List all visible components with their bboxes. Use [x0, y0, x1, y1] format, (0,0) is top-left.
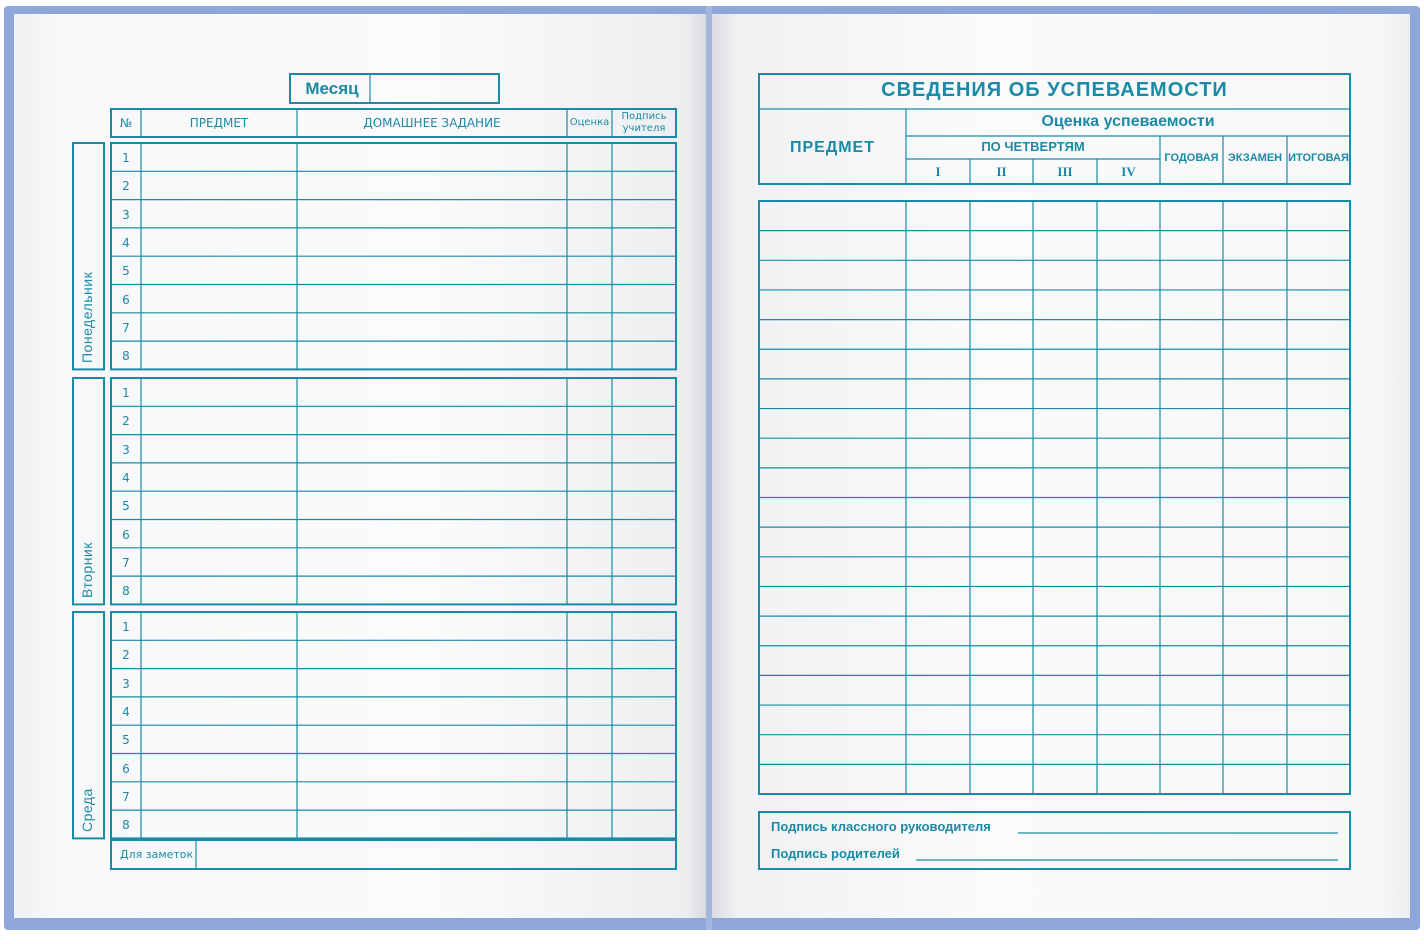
row-number: 7 — [122, 789, 130, 804]
col-signature-header-line2: учителя — [622, 123, 666, 134]
row-number: 8 — [122, 349, 130, 364]
row-number: 6 — [122, 527, 130, 542]
notes-label: Для заметок — [120, 848, 194, 861]
row-number: 1 — [122, 620, 130, 634]
annual-header: ГОДОВАЯ — [1164, 152, 1219, 164]
row-number: 1 — [122, 151, 130, 165]
row-number: 4 — [122, 235, 130, 250]
col-number-header: № — [119, 116, 133, 130]
row-number: 2 — [122, 179, 130, 194]
row-number: 2 — [122, 648, 130, 663]
subject-header: ПРЕДМЕТ — [789, 139, 875, 156]
row-number: 4 — [122, 470, 130, 485]
quarter-2-header: II — [996, 164, 1007, 179]
row-number: 7 — [122, 555, 130, 570]
grades-subheader: Оценка успеваемости — [1041, 113, 1215, 130]
row-number: 5 — [122, 733, 130, 748]
row-number: 3 — [122, 207, 130, 222]
quarters-header: ПО ЧЕТВЕРТЯМ — [981, 139, 1085, 154]
quarter-3-header: III — [1057, 164, 1073, 179]
day-name-0: Понедельник — [79, 272, 95, 364]
day-name-2: Среда — [79, 788, 95, 833]
col-grade-header: Оценка — [569, 117, 610, 128]
parents-signature-label: Подпись родителей — [771, 846, 900, 861]
grades-title: СВЕДЕНИЯ ОБ УСПЕВАЕМОСТИ — [881, 79, 1228, 101]
row-number: 2 — [122, 414, 130, 429]
day-name-1: Вторник — [79, 542, 95, 599]
col-homework-header: ДОМАШНЕЕ ЗАДАНИЕ — [363, 116, 501, 130]
row-number: 3 — [122, 442, 130, 457]
month-label: Месяц — [305, 79, 359, 98]
row-number: 8 — [122, 584, 130, 599]
row-number: 7 — [122, 320, 130, 335]
row-number: 8 — [122, 818, 130, 833]
teacher-signature-label: Подпись классного руководителя — [771, 819, 991, 834]
row-number: 4 — [122, 704, 130, 719]
row-number: 3 — [122, 676, 130, 691]
quarter-4-header: IV — [1121, 164, 1136, 179]
col-signature-header-line1: Подпись — [621, 111, 667, 122]
exam-header: ЭКЗАМЕН — [1227, 152, 1283, 164]
row-number: 1 — [122, 386, 130, 400]
row-number: 6 — [122, 292, 130, 307]
row-number: 6 — [122, 761, 130, 776]
row-number: 5 — [122, 264, 130, 279]
quarter-1-header: I — [935, 164, 941, 179]
col-subject-header: ПРЕДМЕТ — [189, 116, 249, 130]
row-number: 5 — [122, 499, 130, 514]
final-header: ИТОГОВАЯ — [1288, 152, 1349, 164]
